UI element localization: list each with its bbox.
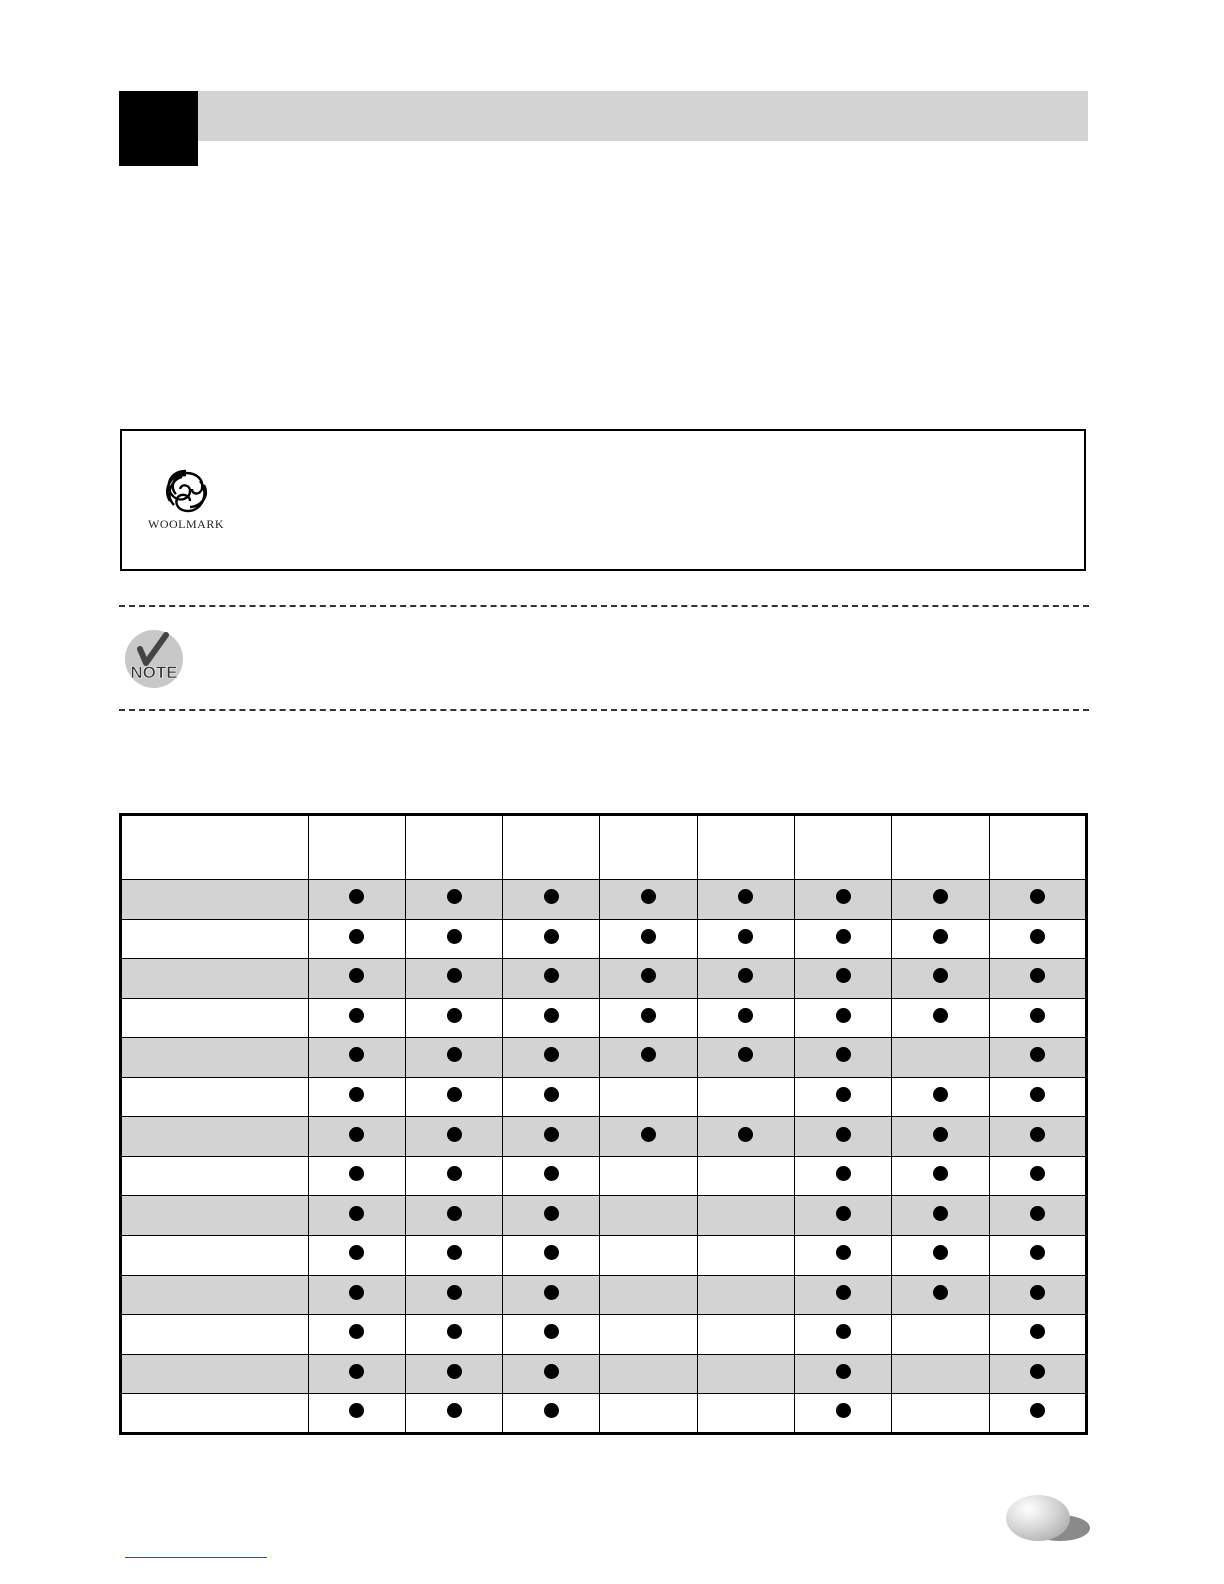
table-row	[121, 1236, 1087, 1276]
dot-icon	[544, 1324, 559, 1339]
table-row	[121, 1354, 1087, 1394]
woolmark-logo-icon	[156, 467, 216, 515]
table-cell	[795, 879, 892, 919]
table-row	[121, 1117, 1087, 1157]
table-cell	[697, 1236, 794, 1276]
dot-icon	[349, 1285, 364, 1300]
row-label-cell	[121, 959, 309, 999]
table-cell	[892, 1236, 989, 1276]
dot-icon	[349, 1245, 364, 1260]
table-cell	[308, 1117, 405, 1157]
woolmark-logo	[142, 467, 230, 537]
dot-icon	[1030, 1008, 1045, 1023]
table-cell	[697, 1156, 794, 1196]
header-cell	[405, 815, 502, 880]
dot-icon	[349, 1403, 364, 1418]
table-cell	[989, 959, 1086, 999]
table-cell	[989, 998, 1086, 1038]
row-label-cell	[121, 1117, 309, 1157]
dot-icon	[836, 1324, 851, 1339]
table-cell	[405, 1275, 502, 1315]
dot-icon	[544, 1166, 559, 1181]
table-cell	[600, 1196, 697, 1236]
note-top-divider	[119, 605, 1089, 607]
table-cell	[308, 1156, 405, 1196]
table-cell	[503, 1236, 600, 1276]
table-cell	[697, 1354, 794, 1394]
dot-icon	[738, 1047, 753, 1062]
table-cell	[892, 1196, 989, 1236]
table-row	[121, 1275, 1087, 1315]
table-cell	[697, 919, 794, 959]
dot-icon	[836, 889, 851, 904]
dot-icon	[836, 1087, 851, 1102]
table-row	[121, 1156, 1087, 1196]
section-header-bar	[198, 91, 1088, 141]
dot-icon	[447, 1087, 462, 1102]
table-cell	[697, 1038, 794, 1078]
table-cell	[308, 1236, 405, 1276]
dot-icon	[836, 968, 851, 983]
dot-icon	[1030, 968, 1045, 983]
dot-icon	[544, 1364, 559, 1379]
dot-icon	[836, 1047, 851, 1062]
table-row	[121, 1315, 1087, 1355]
dot-icon	[1030, 1285, 1045, 1300]
table-row	[121, 879, 1087, 919]
row-label-cell	[121, 1275, 309, 1315]
table-row	[121, 998, 1087, 1038]
table-cell	[795, 1354, 892, 1394]
table-row	[121, 919, 1087, 959]
table-cell	[600, 959, 697, 999]
dot-icon	[641, 1008, 656, 1023]
table-cell	[308, 998, 405, 1038]
table-cell	[405, 959, 502, 999]
table-cell	[697, 879, 794, 919]
table-cell	[308, 1038, 405, 1078]
table-cell	[989, 1275, 1086, 1315]
table-cell	[989, 1315, 1086, 1355]
dot-icon	[349, 1008, 364, 1023]
table-cell	[308, 919, 405, 959]
dot-icon	[641, 968, 656, 983]
table-cell	[795, 1196, 892, 1236]
table-cell	[503, 1275, 600, 1315]
table-cell	[308, 1077, 405, 1117]
table-cell	[405, 1117, 502, 1157]
note-bottom-divider	[119, 709, 1089, 711]
header-cell	[503, 815, 600, 880]
dot-icon	[544, 1047, 559, 1062]
row-label-cell	[121, 879, 309, 919]
dot-icon	[641, 1127, 656, 1142]
header-cell	[795, 815, 892, 880]
dot-icon	[933, 968, 948, 983]
dot-icon	[349, 1047, 364, 1062]
table-cell	[989, 919, 1086, 959]
dot-icon	[544, 889, 559, 904]
table-cell	[503, 1117, 600, 1157]
dot-icon	[933, 1206, 948, 1221]
dot-icon	[933, 1087, 948, 1102]
header-cell	[308, 815, 405, 880]
header-cell	[697, 815, 794, 880]
dot-icon	[933, 1166, 948, 1181]
dot-icon	[933, 929, 948, 944]
dot-icon	[447, 1403, 462, 1418]
dot-icon	[349, 889, 364, 904]
table-cell	[989, 1196, 1086, 1236]
dot-icon	[544, 1206, 559, 1221]
row-label-cell	[121, 1354, 309, 1394]
table-cell	[405, 1156, 502, 1196]
table-row	[121, 959, 1087, 999]
header-cell	[600, 815, 697, 880]
woolmark-logo-text: WOOLMARK	[148, 517, 224, 531]
table-cell	[989, 1077, 1086, 1117]
table-row	[121, 1077, 1087, 1117]
table-cell	[892, 1077, 989, 1117]
dot-icon	[544, 1127, 559, 1142]
table-cell	[405, 879, 502, 919]
table-row	[121, 1038, 1087, 1078]
dot-icon	[1030, 1324, 1045, 1339]
dot-icon	[1030, 1047, 1045, 1062]
table-cell	[308, 1394, 405, 1434]
dot-icon	[447, 1127, 462, 1142]
dot-icon	[544, 1403, 559, 1418]
table-cell	[308, 959, 405, 999]
row-label-cell	[121, 1394, 309, 1434]
table-header-row	[121, 815, 1087, 880]
section-marker-block	[119, 91, 198, 166]
table-cell	[989, 1156, 1086, 1196]
dot-icon	[447, 1324, 462, 1339]
table-cell	[892, 1156, 989, 1196]
dot-icon	[447, 968, 462, 983]
table-cell	[503, 1394, 600, 1434]
table-cell	[503, 1354, 600, 1394]
table-cell	[795, 1394, 892, 1434]
dot-icon	[836, 1008, 851, 1023]
page-number-oval	[1006, 1495, 1070, 1541]
table-cell	[600, 879, 697, 919]
dot-icon	[1030, 1127, 1045, 1142]
dot-icon	[447, 1206, 462, 1221]
table-cell	[697, 1196, 794, 1236]
table-cell	[892, 1038, 989, 1078]
row-label-cell	[121, 1077, 309, 1117]
dot-icon	[349, 1166, 364, 1181]
table-row	[121, 1394, 1087, 1434]
table-cell	[600, 1315, 697, 1355]
table-cell	[308, 1196, 405, 1236]
dot-icon	[836, 1206, 851, 1221]
table-row	[121, 1196, 1087, 1236]
table-cell	[697, 998, 794, 1038]
dot-icon	[447, 1285, 462, 1300]
table-cell	[600, 1077, 697, 1117]
table-cell	[405, 1354, 502, 1394]
dot-icon	[836, 1245, 851, 1260]
dot-icon	[738, 1127, 753, 1142]
row-label-cell	[121, 1038, 309, 1078]
dot-icon	[1030, 889, 1045, 904]
table-cell	[795, 1156, 892, 1196]
dot-icon	[544, 1245, 559, 1260]
row-label-cell	[121, 919, 309, 959]
table-cell	[503, 1196, 600, 1236]
table-cell	[405, 998, 502, 1038]
dot-icon	[349, 1206, 364, 1221]
table-cell	[503, 1156, 600, 1196]
table-cell	[795, 1038, 892, 1078]
table-cell	[308, 879, 405, 919]
table-cell	[989, 1394, 1086, 1434]
dot-icon	[738, 889, 753, 904]
table-cell	[989, 1117, 1086, 1157]
dot-icon	[447, 1047, 462, 1062]
table-cell	[892, 1117, 989, 1157]
dot-icon	[1030, 929, 1045, 944]
dot-icon	[1030, 1403, 1045, 1418]
table-cell	[892, 919, 989, 959]
dot-icon	[738, 929, 753, 944]
table-cell	[503, 1315, 600, 1355]
dot-icon	[349, 1324, 364, 1339]
table-cell	[405, 1394, 502, 1434]
row-label-cell	[121, 998, 309, 1038]
dot-icon	[836, 1364, 851, 1379]
table-cell	[795, 1315, 892, 1355]
table-cell	[795, 1117, 892, 1157]
table-cell	[503, 1077, 600, 1117]
dot-icon	[641, 889, 656, 904]
dot-icon	[1030, 1364, 1045, 1379]
table-cell	[600, 1275, 697, 1315]
dot-icon	[349, 1364, 364, 1379]
dot-icon	[349, 1127, 364, 1142]
dot-icon	[933, 1127, 948, 1142]
table-cell	[600, 998, 697, 1038]
header-cell	[892, 815, 989, 880]
header-cell	[121, 815, 309, 880]
dot-icon	[836, 1285, 851, 1300]
table-cell	[503, 879, 600, 919]
table-cell	[503, 959, 600, 999]
table-cell	[697, 1117, 794, 1157]
dot-icon	[1030, 1206, 1045, 1221]
dot-icon	[544, 968, 559, 983]
dot-icon	[349, 968, 364, 983]
table-cell	[795, 1275, 892, 1315]
table-cell	[600, 1156, 697, 1196]
table-cell	[697, 1394, 794, 1434]
table-cell	[600, 1354, 697, 1394]
table-cell	[989, 879, 1086, 919]
dot-icon	[447, 1364, 462, 1379]
table-cell	[989, 1354, 1086, 1394]
dot-icon	[349, 1087, 364, 1102]
row-label-cell	[121, 1315, 309, 1355]
dot-icon	[836, 1403, 851, 1418]
dot-icon	[836, 1166, 851, 1181]
dot-icon	[544, 929, 559, 944]
table-cell	[892, 1394, 989, 1434]
dot-icon	[447, 1008, 462, 1023]
dot-icon	[641, 1047, 656, 1062]
table-cell	[892, 998, 989, 1038]
dot-icon	[1030, 1245, 1045, 1260]
compatibility-table	[119, 813, 1088, 1435]
table-cell	[405, 1038, 502, 1078]
table-cell	[697, 959, 794, 999]
dot-icon	[447, 1245, 462, 1260]
table-cell	[697, 1275, 794, 1315]
dot-icon	[933, 1285, 948, 1300]
table-cell	[795, 919, 892, 959]
table-cell	[600, 1236, 697, 1276]
table-cell	[503, 998, 600, 1038]
dot-icon	[836, 929, 851, 944]
dot-icon	[447, 1166, 462, 1181]
dot-icon	[738, 1008, 753, 1023]
table-cell	[989, 1236, 1086, 1276]
row-label-cell	[121, 1236, 309, 1276]
table-cell	[405, 1315, 502, 1355]
table-cell	[795, 1236, 892, 1276]
table-cell	[600, 1117, 697, 1157]
dot-icon	[738, 968, 753, 983]
dot-icon	[836, 1127, 851, 1142]
table-cell	[405, 1196, 502, 1236]
table-cell	[405, 1077, 502, 1117]
table-cell	[795, 998, 892, 1038]
table-cell	[697, 1077, 794, 1117]
table-cell	[600, 1038, 697, 1078]
dot-icon	[544, 1008, 559, 1023]
table-cell	[892, 1275, 989, 1315]
row-label-cell	[121, 1156, 309, 1196]
dot-icon	[1030, 1087, 1045, 1102]
dot-icon	[933, 1245, 948, 1260]
dot-icon	[447, 929, 462, 944]
table-cell	[892, 879, 989, 919]
table-cell	[308, 1275, 405, 1315]
dot-icon	[933, 1008, 948, 1023]
table-cell	[697, 1315, 794, 1355]
dot-icon	[1030, 1166, 1045, 1181]
table-cell	[600, 919, 697, 959]
dot-icon	[544, 1087, 559, 1102]
dot-icon	[544, 1285, 559, 1300]
table-cell	[795, 1077, 892, 1117]
table-cell	[308, 1354, 405, 1394]
table-cell	[503, 919, 600, 959]
note-label: NOTE	[130, 663, 178, 682]
table-cell	[892, 1354, 989, 1394]
table-cell	[405, 1236, 502, 1276]
compatibility-table-body	[121, 815, 1087, 1434]
table-cell	[405, 919, 502, 959]
table-cell	[503, 1038, 600, 1078]
table-cell	[795, 959, 892, 999]
dot-icon	[641, 929, 656, 944]
woolmark-box	[120, 429, 1086, 571]
table-cell	[308, 1315, 405, 1355]
table-cell	[600, 1394, 697, 1434]
dot-icon	[933, 889, 948, 904]
footer-rule	[125, 1557, 267, 1558]
note-check-icon	[124, 629, 184, 689]
table-cell	[989, 1038, 1086, 1078]
header-cell	[989, 815, 1086, 880]
dot-icon	[349, 929, 364, 944]
table-cell	[892, 959, 989, 999]
row-label-cell	[121, 1196, 309, 1236]
dot-icon	[447, 889, 462, 904]
table-cell	[892, 1315, 989, 1355]
